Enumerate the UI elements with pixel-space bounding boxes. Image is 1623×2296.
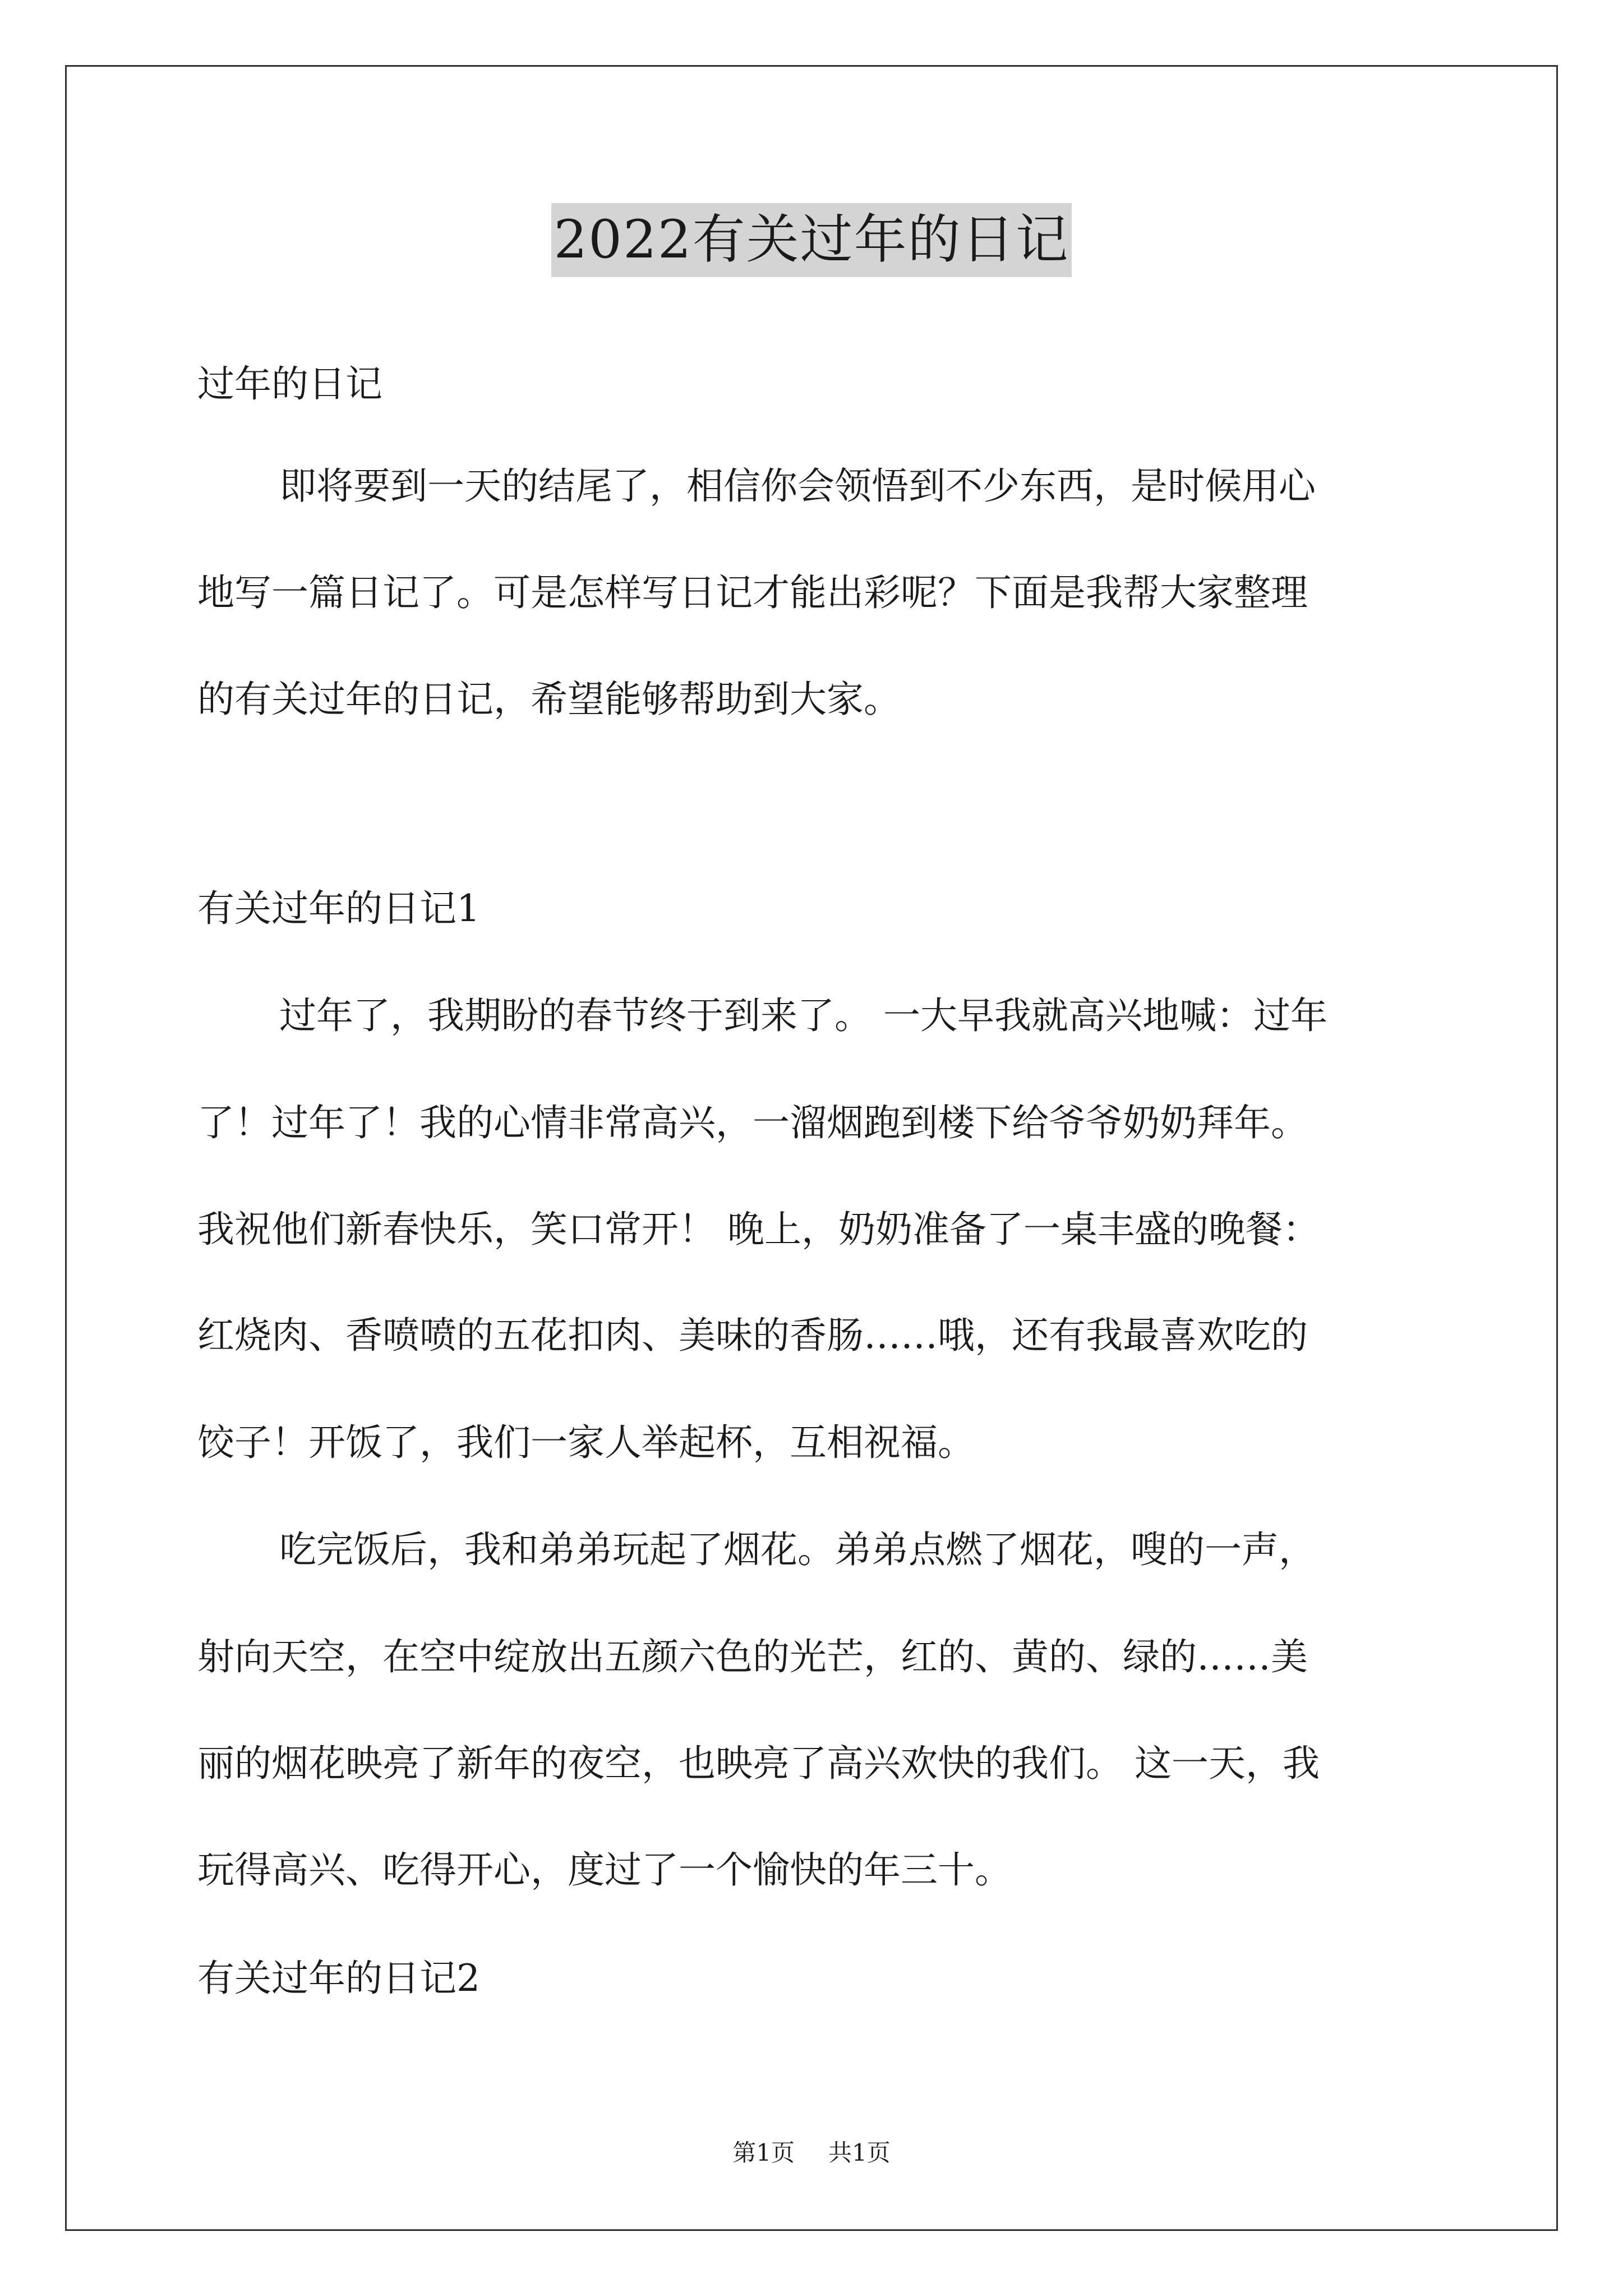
section-heading-intro: 过年的日记 <box>197 362 382 406</box>
diary-1-paragraph-2-line-3: 丽的烟花映亮了新年的夜空，也映亮了高兴欢快的我们。 这一天，我 <box>197 1742 1320 1785</box>
page-number: 第1页 <box>732 2139 795 2166</box>
page-footer <box>0 2136 1623 2170</box>
diary-1-paragraph-2-line-4: 玩得高兴、吃得开心，度过了一个愉快的年三十。 <box>197 1848 1012 1892</box>
intro-paragraph-line-3: 的有关过年的日记，希望能够帮助到大家。 <box>197 678 901 721</box>
section-heading-diary-2: 有关过年的日记2 <box>197 1957 480 2000</box>
diary-1-paragraph-2-line-2: 射向天空，在空中绽放出五颜六色的光芒，红的、黄的、绿的……美 <box>197 1635 1308 1678</box>
diary-1-paragraph-1-line-2: 了！过年了！我的心情非常高兴，一溜烟跑到楼下给爷爷奶奶拜年。 <box>197 1101 1308 1144</box>
section-heading-diary-1: 有关过年的日记1 <box>197 887 480 930</box>
diary-1-paragraph-1-line-3: 我祝他们新春快乐，笑口常开！ 晚上，奶奶准备了一桌丰盛的晚餐： <box>197 1208 1320 1251</box>
diary-1-paragraph-2-line-1: 吃完饭后，我和弟弟玩起了烟花。弟弟点燃了烟花，嗖的一声， <box>279 1528 1316 1571</box>
page-total: 共1页 <box>828 2139 891 2166</box>
diary-1-paragraph-1-line-1: 过年了，我期盼的春节终于到来了。 一大早我就高兴地喊：过年 <box>279 994 1327 1037</box>
diary-1-paragraph-1-line-4: 红烧肉、香喷喷的五花扣肉、美味的香肠……哦，还有我最喜欢吃的 <box>197 1314 1308 1357</box>
title-container <box>0 203 1623 277</box>
intro-paragraph-line-1: 即将要到一天的结尾了，相信你会领悟到不少东西，是时候用心 <box>279 464 1316 508</box>
diary-1-paragraph-1-line-5: 饺子！开饭了，我们一家人举起杯，互相祝福。 <box>197 1421 975 1464</box>
intro-paragraph-line-2: 地写一篇日记了。可是怎样写日记才能出彩呢？下面是我帮大家整理 <box>197 571 1308 614</box>
document-title: 2022有关过年的日记 <box>551 203 1071 277</box>
